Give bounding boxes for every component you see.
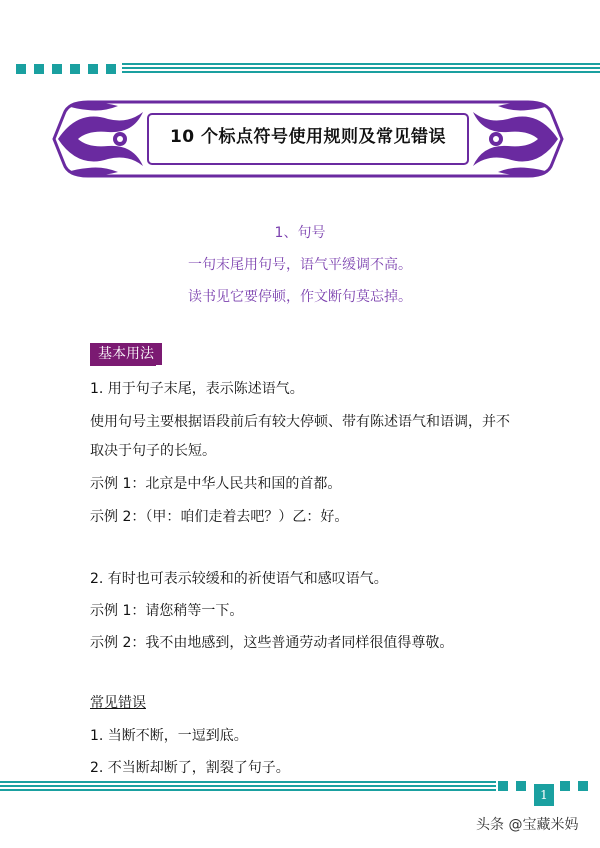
page-number: 1 [534,784,554,806]
example-4: 示例 2：我不由地感到，这些普通劳动者同样很值得尊敬。 [90,635,454,651]
example-3: 示例 1：请您稍等一下。 [90,603,244,619]
page-title: 10 个标点符号使用规则及常见错误 [169,127,447,147]
example-2: 示例 2：（甲：咱们走着去吧？）乙：好。 [90,509,349,525]
usage-explanation-line-2: 取决于句子的长短。 [90,443,216,459]
watermark: 头条 @宝藏米妈 [476,817,579,833]
usage-point-2: 2. 有时也可表示较缓和的祈使语气和感叹语气。 [90,571,388,587]
error-item-2: 2. 不当断却断了，割裂了句子。 [90,760,290,776]
usage-point-1: 1. 用于句子末尾，表示陈述语气。 [90,381,304,397]
rhyme-line-2: 读书见它要停顿，作文断句莫忘掉。 [188,289,412,305]
error-item-1: 1. 当断不断，一逗到底。 [90,728,248,744]
basic-usage-badge: 基本用法 [90,343,162,365]
usage-explanation-line-1: 使用句号主要根据语段前后有较大停顿、带有陈述语气和语调，并不 [90,414,510,430]
rhyme-line-1: 一句末尾用句号，语气平缓调不高。 [188,257,412,273]
title-banner [48,94,568,184]
badge-underline [90,365,156,366]
section-heading: 1、句号 [274,225,326,241]
example-1: 示例 1：北京是中华人民共和国的首都。 [90,476,342,492]
common-errors-title: 常见错误 [90,695,146,711]
